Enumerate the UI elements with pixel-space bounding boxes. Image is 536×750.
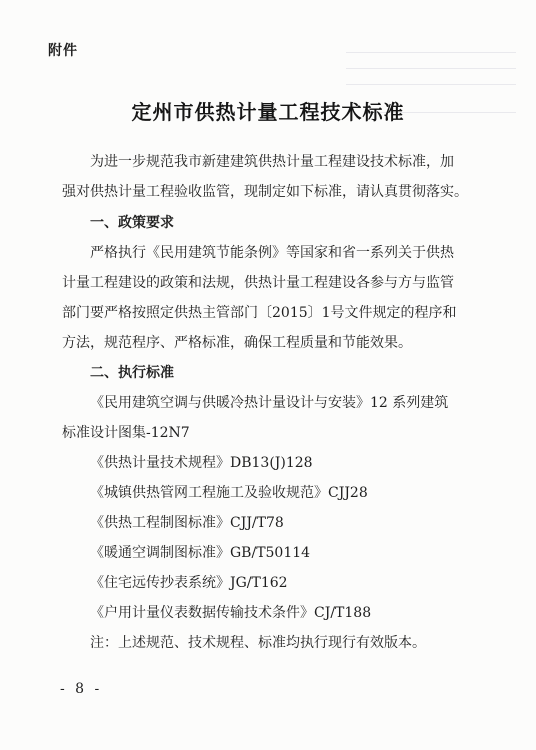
page-number: - 8 -: [60, 681, 103, 697]
standard-item-4: 《供热工程制图标准》CJJ/T78: [90, 515, 284, 531]
document-title: 定州市供热计量工程技术标准: [131, 100, 405, 124]
standard-item-6: 《住宅远传抄表系统》JG/T162: [90, 575, 288, 591]
intro-line-1: 为进一步规范我市新建建筑供热计量工程建设技术标准，加: [90, 154, 454, 170]
policy-line-1: 严格执行《民用建筑节能条例》等国家和省一系列关于供热: [90, 245, 454, 261]
bleed-through-mark: [346, 68, 516, 69]
policy-line-3: 部门要严格按照定供热主管部门〔2015〕1号文件规定的程序和: [62, 305, 457, 321]
note: 注：上述规范、技术规程、标准均执行现行有效版本。: [90, 635, 426, 651]
policy-line-2: 计量工程建设的政策和法规，供热计量工程建设各参与方与监管: [62, 275, 454, 291]
section-heading-standards: 二、执行标准: [90, 365, 174, 381]
policy-line-4: 方法，规范程序、严格标准，确保工程质量和节能效果。: [62, 335, 412, 351]
intro-line-2: 强对供热计量工程验收监管，现制定如下标准，请认真贯彻落实。: [62, 184, 468, 200]
section-heading-policy: 一、政策要求: [90, 215, 174, 231]
standard-item-3: 《城镇供热管网工程施工及验收规范》CJJ28: [90, 485, 368, 501]
bleed-through-mark: [346, 52, 516, 53]
standard-item-5: 《暖通空调制图标准》GB/T50114: [90, 545, 311, 561]
standard-item-1-line-2: 标准设计图集-12N7: [62, 425, 190, 441]
standard-item-7: 《户用计量仪表数据传输技术条件》CJ/T188: [90, 605, 372, 621]
bleed-through-mark: [346, 84, 516, 85]
standard-item-1-line-1: 《民用建筑空调与供暖冷热计量设计与安装》12 系列建筑: [90, 395, 449, 411]
standard-item-2: 《供热计量技术规程》DB13(J)128: [90, 455, 313, 471]
attachment-label: 附件: [48, 43, 78, 59]
